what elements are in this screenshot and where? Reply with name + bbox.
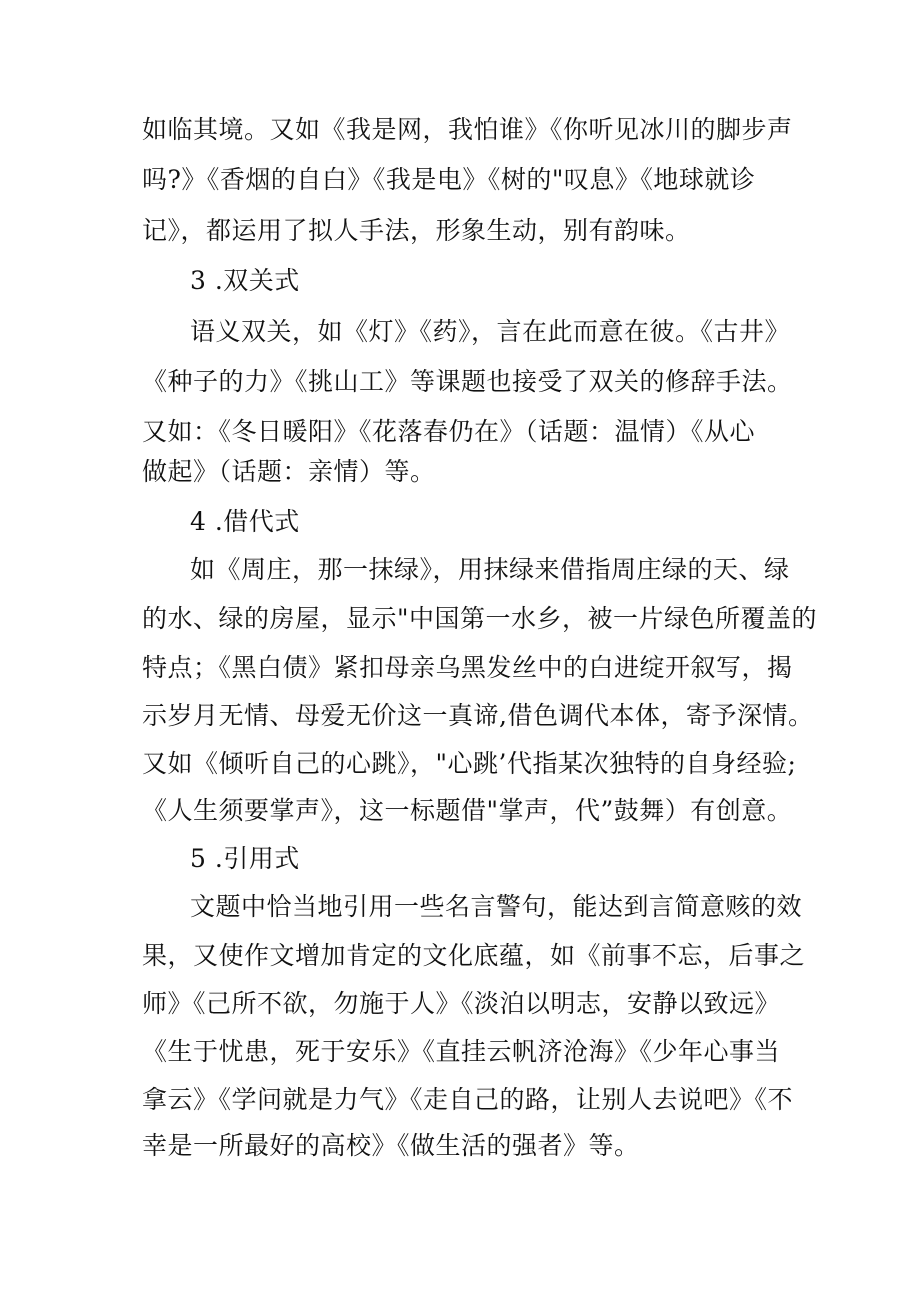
text-line: 果，又使作文增加肯定的文化底蕴，如《前事不忘，后事之 xyxy=(142,941,806,970)
text-line: 幸是一所最好的高校》《做生活的强者》等。 xyxy=(142,1131,640,1160)
text-line: 特点；《黑白债》紧扣母亲乌黑发丝中的白进绽开叙写，揭 xyxy=(142,653,793,682)
text-line: 拿云》《学问就是力气》《走自己的路，让别人去说吧》《不 xyxy=(142,1085,794,1114)
text-line: 记》，都运用了拟人手法，形象生动，别有韵味。 xyxy=(142,216,691,245)
text-line: 《生于忧患，死于安乐》《直挂云帆济沧海》《少年心事当 xyxy=(142,1037,781,1066)
text-line: 又如《倾听自己的心跳》，"心跳’代指某次独特的自身经验; xyxy=(142,749,797,778)
text-line: 文题中恰当地引用一些名言警句，能达到言简意赅的效 xyxy=(190,892,803,921)
text-line: 《人生须要掌声》，这一标题借"掌声，代”鼓舞）有创意。 xyxy=(142,796,793,825)
text-line: 又如：《冬日暖阳》《花落春仍在》（话题：温情）《从心 xyxy=(142,417,756,446)
text-line: 如《周庄，那一抹绿》，用抹绿来借指周庄绿的天、绿 xyxy=(190,555,790,584)
text-line: 的水、绿的房屋，显示"中国第一水乡，被一片绿色所覆盖的 xyxy=(142,604,818,633)
text-line: 《种子的力》《挑山工》等课题也接受了双关的修辞手法。 xyxy=(142,367,793,396)
section-heading: 5 .引用式 xyxy=(190,844,300,873)
text-line: 做起》（话题：亲情）等。 xyxy=(142,457,436,486)
text-line: 师》《己所不欲，勿施于人》《淡泊以明志，安静以致远》 xyxy=(142,989,781,1018)
text-line: 如临其境。又如《我是网，我怕谁》《你听见冰川的脚步声 xyxy=(142,115,793,144)
text-line: 语义双关，如《灯》《药》，言在此而意在彼。《古井》 xyxy=(190,317,791,346)
text-line: 示岁月无情、母爱无价这一真谛,借色调代本体，寄予深情。 xyxy=(142,701,814,730)
section-heading: 3 .双关式 xyxy=(190,266,300,295)
section-heading: 4 .借代式 xyxy=(190,507,300,536)
text-line: 吗?》《香烟的自白》《我是电》《树的"叹息》《地球就诊 xyxy=(142,165,756,194)
